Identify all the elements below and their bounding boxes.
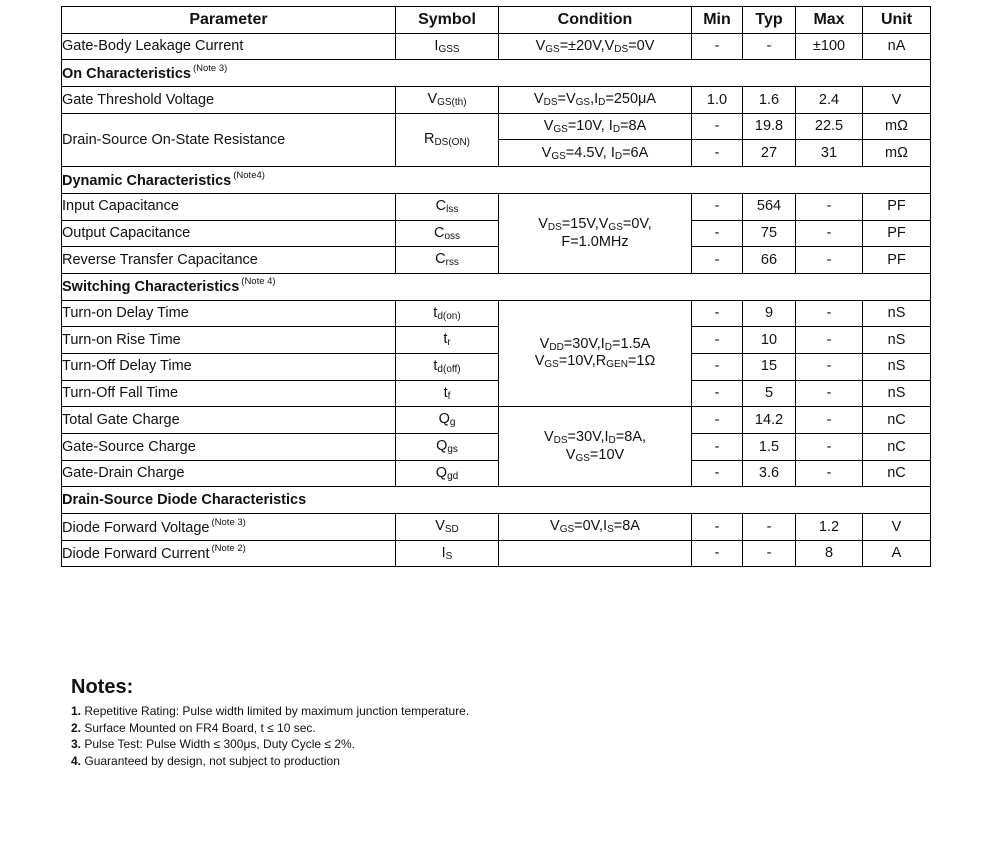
note-item: 3. Pulse Test: Pulse Width ≤ 300μs, Duty Cycle ≤ 2%.	[71, 737, 355, 751]
param-cell: Diode Forward Voltage $^{(Note 3)}$	[62, 514, 396, 541]
max-cell: -	[796, 193, 863, 220]
note-item: 1. Repetitive Rating: Pulse width limited by maximum junction temperature.	[71, 704, 470, 718]
electrical-characteristics-table	[61, 6, 931, 567]
typ-cell: 5	[743, 380, 796, 407]
max-cell: 2.4	[796, 87, 863, 114]
symbol-cell: $t_f$	[396, 380, 499, 407]
symbol-cell: $t_{d(off)}$	[396, 353, 499, 380]
section-row	[62, 167, 931, 194]
typ-cell: -	[743, 514, 796, 541]
typ-cell: -	[743, 540, 796, 567]
header-max: Max	[796, 7, 863, 34]
header-parameter: Parameter	[62, 7, 396, 34]
param-cell: Reverse Transfer Capacitance	[62, 247, 396, 274]
min-cell: -	[692, 140, 743, 167]
min-cell: -	[692, 353, 743, 380]
condition-cell: $V_{DS}=V_{GS},I_D=250\mu A$	[499, 87, 692, 114]
typ-cell: 75	[743, 220, 796, 247]
typ-cell: 15	[743, 353, 796, 380]
unit-cell: nS	[863, 353, 931, 380]
table-row	[62, 247, 931, 274]
table-row	[62, 113, 931, 140]
header-min: Min	[692, 7, 743, 34]
symbol-cell: $C_{oss}$	[396, 220, 499, 247]
table-row	[62, 380, 931, 407]
typ-cell: 3.6	[743, 460, 796, 487]
table-row	[62, 87, 931, 114]
max-cell: -	[796, 220, 863, 247]
param-cell: Turn-Off Delay Time	[62, 353, 396, 380]
max-cell: -	[796, 300, 863, 327]
unit-cell: PF	[863, 247, 931, 274]
symbol-cell: $V_{GS(th)}$	[396, 87, 499, 114]
max-cell: -	[796, 407, 863, 434]
table-row	[62, 300, 931, 327]
header-unit: Unit	[863, 7, 931, 34]
min-cell: -	[692, 193, 743, 220]
min-cell: -	[692, 407, 743, 434]
section-row	[62, 60, 931, 87]
param-cell: Drain-Source On-State Resistance	[62, 113, 396, 166]
table-row	[62, 327, 931, 354]
param-cell: Turn-on Delay Time	[62, 300, 396, 327]
table-row	[62, 33, 931, 60]
unit-cell: nS	[863, 300, 931, 327]
symbol-cell: $V_{SD}$	[396, 514, 499, 541]
param-cell: Input Capacitance	[62, 193, 396, 220]
max-cell: 8	[796, 540, 863, 567]
max-cell: -	[796, 327, 863, 354]
param-cell: Diode Forward Current $^{(Note 2)}$	[62, 540, 396, 567]
table-row	[62, 220, 931, 247]
note-item: 2. Surface Mounted on FR4 Board, t ≤ 10 sec.	[71, 720, 316, 735]
max-cell: -	[796, 434, 863, 461]
typ-cell: 66	[743, 247, 796, 274]
symbol-cell: $t_{d(on)}$	[396, 300, 499, 327]
section-on-characteristics: On Characteristics $^{(Note 3)}$	[62, 60, 931, 87]
unit-cell: nC	[863, 407, 931, 434]
unit-cell: A	[863, 540, 931, 567]
header-condition: Condition	[499, 7, 692, 34]
symbol-cell: $Q_g$	[396, 407, 499, 434]
notes-title: Notes:	[71, 676, 134, 698]
condition-cell	[499, 540, 692, 567]
min-cell: -	[692, 220, 743, 247]
param-cell: Turn-Off Fall Time	[62, 380, 396, 407]
unit-cell: PF	[863, 193, 931, 220]
param-cell: Gate-Body Leakage Current	[62, 33, 396, 60]
param-cell: Gate-Source Charge	[62, 434, 396, 461]
unit-cell: nS	[863, 327, 931, 354]
max-cell: 31	[796, 140, 863, 167]
min-cell: -	[692, 380, 743, 407]
min-cell: -	[692, 247, 743, 274]
table-row	[62, 434, 931, 461]
symbol-cell: $Q_{gs}$	[396, 434, 499, 461]
param-cell: Gate-Drain Charge	[62, 460, 396, 487]
table-row	[62, 407, 931, 434]
param-cell: Gate Threshold Voltage	[62, 87, 396, 114]
param-cell: Total Gate Charge	[62, 407, 396, 434]
unit-cell: nC	[863, 434, 931, 461]
min-cell: -	[692, 460, 743, 487]
min-cell: -	[692, 434, 743, 461]
unit-cell: V	[863, 87, 931, 114]
unit-cell: nA	[863, 33, 931, 60]
condition-cell: $V_{GS}=\pm 20V,V_{DS}=0V$	[499, 33, 692, 60]
table-row	[62, 193, 931, 220]
symbol-cell: $R_{DS(ON)}$	[396, 113, 499, 166]
param-cell: Output Capacitance	[62, 220, 396, 247]
unit-cell: PF	[863, 220, 931, 247]
condition-cell: $V_{GS}=10V$, $I_D=8A$	[499, 113, 692, 140]
unit-cell: V	[863, 514, 931, 541]
typ-cell: 10	[743, 327, 796, 354]
min-cell: -	[692, 33, 743, 60]
unit-cell: nS	[863, 380, 931, 407]
max-cell: -	[796, 460, 863, 487]
section-dynamic-characteristics: Dynamic Characteristics $^{(Note4)}$	[62, 167, 931, 194]
min-cell: -	[692, 327, 743, 354]
table-header-row	[62, 7, 931, 34]
condition-cell: $V_{DS}=15V,V_{GS}=0V$, F=1.0MHz	[499, 193, 692, 273]
section-row	[62, 273, 931, 300]
typ-cell: 1.6	[743, 87, 796, 114]
symbol-cell: $I_{GSS}$	[396, 33, 499, 60]
typ-cell: 27	[743, 140, 796, 167]
min-cell: 1.0	[692, 87, 743, 114]
section-row	[62, 487, 931, 514]
max-cell: -	[796, 247, 863, 274]
note-item: 4. Guaranteed by design, not subject to production	[71, 753, 340, 768]
condition-cell: $V_{GS}=0V,I_S=8A$	[499, 514, 692, 541]
min-cell: -	[692, 113, 743, 140]
typ-cell: -	[743, 33, 796, 60]
unit-cell: mΩ	[863, 113, 931, 140]
table-row	[62, 460, 931, 487]
header-symbol: Symbol	[396, 7, 499, 34]
symbol-cell: $C_{rss}$	[396, 247, 499, 274]
symbol-cell: $t_r$	[396, 327, 499, 354]
typ-cell: 1.5	[743, 434, 796, 461]
max-cell: -	[796, 353, 863, 380]
condition-cell: $V_{DS}=30V,I_D=8A$, $V_{GS}=10V$	[499, 407, 692, 487]
min-cell: -	[692, 514, 743, 541]
max-cell: ±100	[796, 33, 863, 60]
header-typ: Typ	[743, 7, 796, 34]
symbol-cell: $C_{lss}$	[396, 193, 499, 220]
typ-cell: 564	[743, 193, 796, 220]
unit-cell: nC	[863, 460, 931, 487]
table-row	[62, 514, 931, 541]
param-cell: Turn-on Rise Time	[62, 327, 396, 354]
symbol-cell: $I_S$	[396, 540, 499, 567]
max-cell: 22.5	[796, 113, 863, 140]
symbol-cell: $Q_{gd}$	[396, 460, 499, 487]
min-cell: -	[692, 300, 743, 327]
typ-cell: 9	[743, 300, 796, 327]
unit-cell: mΩ	[863, 140, 931, 167]
condition-cell: $V_{GS}=4.5V$, $I_D=6A$	[499, 140, 692, 167]
table-row	[62, 353, 931, 380]
notes-section	[71, 676, 469, 769]
max-cell: -	[796, 380, 863, 407]
condition-cell: $V_{DD}=30V,I_D=1.5A$ $V_{GS}=10V,R_{GEN}=1\Omega$	[499, 300, 692, 407]
min-cell: -	[692, 540, 743, 567]
section-switching-characteristics: Switching Characteristics $^{(Note 4)}$	[62, 273, 931, 300]
table-row	[62, 540, 931, 567]
typ-cell: 14.2	[743, 407, 796, 434]
typ-cell: 19.8	[743, 113, 796, 140]
max-cell: 1.2	[796, 514, 863, 541]
section-diode-characteristics: Drain-Source Diode Characteristics	[62, 487, 931, 514]
